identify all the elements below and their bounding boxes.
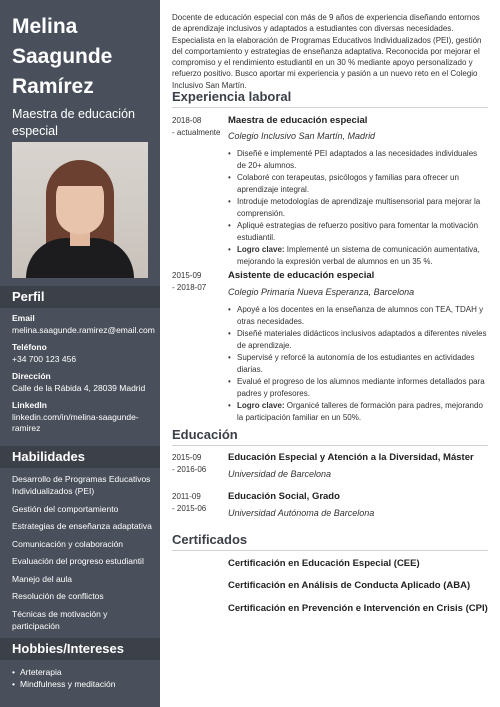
certificate-item: Certificación en Análisis de Conducta Aplicado (ABA) [228,580,471,591]
bullet-item: • Introduje metodologías de aprendizaje multisensorial para mejorar la comprensión. [237,196,487,219]
sidebar [0,0,160,707]
skill-item: Resolución de conflictos [12,591,104,601]
candidate-role: Maestra de educación especial [12,107,135,138]
job-bullets [237,304,487,424]
skill-item: Manejo del aula [12,574,73,584]
job-bullets [237,148,487,268]
job-org: Colegio Primaria Nueva Esperanza, Barcelona [228,287,415,297]
edu-title: Educación Especial y Atención a la Diversidad, Máster [228,452,474,463]
edu-org: Universidad Autónoma de Barcelona [228,508,375,518]
experience-heading: Experiencia laboral [172,89,488,108]
contact-linkedin [12,400,154,435]
linkedin-value[interactable]: linkedin.com/in/melina-saagunde-ramirez [12,411,139,433]
job-title: Maestra de educación especial [228,115,368,126]
date-end: - 2015-06 [172,503,207,513]
certificate-item: Certificación en Prevención e Intervención en Crisis (CPI) [228,603,488,614]
skill-item: Técnicas de motivación y participación [12,609,108,631]
date-start: 2015-09 [172,453,202,462]
date-start: 2011-09 [172,492,201,501]
bullet-item: • Logro clave: Organicé talleres de formación para padres, mejorando la participación familiar en un 50%. [237,400,487,423]
certificates-heading: Certificados [172,532,488,551]
contact-label: Dirección [12,371,51,381]
contact-address [12,371,154,394]
hobbies-heading: Hobbies/Intereses [0,638,160,660]
contact-label: Teléfono [12,342,47,352]
bullet-item: • Evalué el progreso de los alumnos mediante informes detallados para padres y profesores. [237,376,487,399]
job-title: Asistente de educación especial [228,270,375,281]
contact-label: LinkedIn [12,400,47,410]
contact-label: Email [12,313,35,323]
bullet-item: • Apoyé a los docentes en la enseñanza de alumnos con TEA, TDAH y otras necesidades. [237,304,487,327]
contact-email [12,313,154,336]
skill-item: Estrategias de enseñanza adaptativa [12,521,152,531]
bullet-item: • Logro clave: Implementé un sistema de comunicación aumentativa, mejorando la expresión verbal de alumnos en un 35 %. [237,244,487,267]
perfil-heading: Perfil [0,286,160,308]
name-line-3: Ramírez [12,75,94,98]
bullet-item: • Apliqué estrategias de refuerzo positivo para fomentar la motivación estudiantil. [237,220,487,243]
hobby-item: • Arteterapia [12,666,154,678]
job-date [172,270,224,293]
skill-item: Gestión del comportamiento [12,504,119,514]
date-start: 2015-09 [172,271,202,280]
bullet-item: • Colaboré con terapeutas, psicólogos y familias para ofrecer un aprendizaje integral. [237,172,487,195]
skills-heading: Habilidades [0,446,160,468]
education-heading: Educación [172,427,488,446]
edu-date [172,452,224,475]
profile-summary: Docente de educación especial con más de 9 años de experiencia diseñando entornos de aprendizaje inclusivos y adaptados a estudiantes con diversas necesidades. Especialista en la elaboración de Programas Educativos Individualizados (PEI), gestión del comportamiento y estrategias de enseñanza adaptativa. Reconocida por mejorar el compromiso y el rendimiento estudiantil en un 30 % mediante apoyo personalizado y refuerzo positivo. Busco aportar mi experiencia y pasión a un nuevo reto en el Colegio Inclusivo San Martín. [172,13,482,90]
name-line-2: Saagunde [12,45,113,68]
bullet-item: • Diseñé e implementé PEI adaptados a las necesidades individuales de 20+ alumnos. [237,148,487,171]
edu-org: Universidad de Barcelona [228,469,332,479]
skill-item: Comunicación y colaboración [12,539,124,549]
candidate-name [0,0,160,102]
bullet-item: • Supervisé y reforcé la autonomía de los estudiantes en actividades diarias. [237,352,487,375]
date-end: - actualmente [172,127,221,137]
certificate-item: Certificación en Educación Especial (CEE) [228,558,420,569]
date-end: - 2018-07 [172,282,207,292]
contact-phone [12,342,154,365]
date-end: - 2016-06 [172,464,207,474]
job-date [172,115,224,138]
profile-photo [12,142,148,278]
phone-value[interactable]: +34 700 123 456 [12,353,77,364]
skill-item: Desarrollo de Programas Educativos Individualizados (PEI) [12,474,151,496]
job-org: Colegio Inclusivo San Martín, Madrid [228,131,376,141]
hobbies-list [12,666,154,690]
edu-date [172,491,224,514]
date-start: 2018-08 [172,116,202,125]
bullet-item: • Diseñé materiales didácticos inclusivos adaptados a diferentes niveles de aprendizaje. [237,328,487,351]
hobby-item: • Mindfulness y meditación [12,678,154,690]
skill-item: Evaluación del progreso estudiantil [12,556,144,566]
name-line-1: Melina [12,15,78,38]
address-value: Calle de la Rábida 4, 28039 Madrid [12,382,146,393]
edu-title: Educación Social, Grado [228,491,340,502]
email-value[interactable]: melina.saagunde.ramirez@email.com [12,324,155,335]
